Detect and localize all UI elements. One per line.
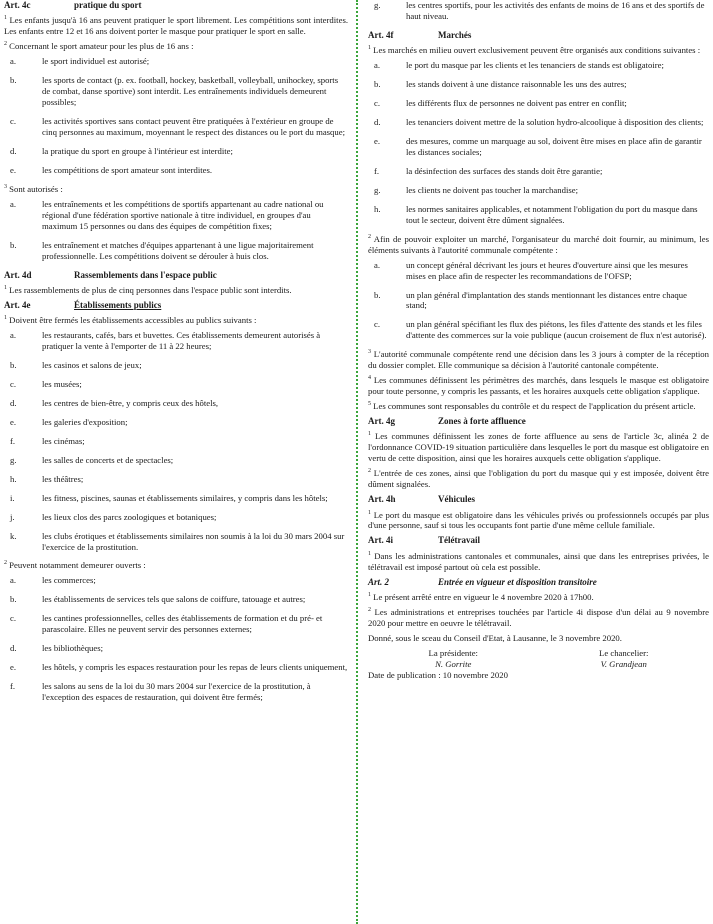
art-number: Art. 4h	[368, 494, 396, 505]
list-item-text: les bibliothèques;	[42, 643, 104, 654]
column-divider	[356, 0, 358, 924]
list-item-label: f.	[374, 165, 380, 176]
list-item-text: un concept général décrivant les jours et heures d'ouverture ainsi que les mesures mises en place afin de respecter les recommandations de l'OFSP;	[406, 259, 688, 281]
list-item	[368, 136, 709, 158]
list-item-label: a.	[10, 575, 17, 586]
list-item-text: les musées;	[42, 378, 82, 389]
list-item-text: la pratique du sport en groupe à l'intérieur est interdite;	[42, 145, 233, 156]
list-item-label: e.	[10, 416, 17, 427]
list-item	[4, 436, 348, 447]
list-item	[368, 204, 709, 226]
list-item-text: le sport individuel est autorisé;	[42, 56, 150, 67]
list-item-label: k.	[10, 530, 17, 541]
list-item	[4, 379, 348, 390]
list-item-label: b.	[10, 360, 17, 370]
list-item	[368, 79, 709, 90]
list-item-label: i.	[10, 492, 15, 503]
list-item-text: les centres de bien-être, y compris ceux des hôtels,	[42, 397, 219, 408]
list-item-text: les établissements de services tels que salons de coiffure, tatouage et autres;	[42, 594, 306, 605]
list-item-text: les normes sanitaires applicables, et notamment l'obligation du port du masque dans tout le secteur, doivent être dûment signalées.	[406, 203, 698, 225]
list-item-text: les salles de concerts et de spectacles;	[42, 454, 174, 465]
art-4d-heading	[4, 270, 348, 281]
list-item	[368, 290, 709, 312]
list-item	[4, 56, 348, 67]
name-president: N. Gorrite	[435, 658, 472, 669]
list-item	[368, 185, 709, 196]
list-item-label: a.	[374, 259, 381, 270]
list-item-label: a.	[374, 60, 381, 71]
list-item-text: les sports de contact (p. ex. football, hockey, basketball, volleyball, unihockey, sports de combat, danse sportive) sont interdit. Les entraînements individuels demeurent possibles;	[42, 75, 339, 108]
role-chancellor: Le chancelier:	[599, 647, 649, 658]
art-number: Art. 4f	[368, 29, 394, 40]
role-president: La présidente:	[428, 647, 478, 658]
list-item-label: b.	[374, 79, 381, 90]
list-item-text: les salons au sens de la loi du 30 mars 2004 sur l'exercice de la prostitution, à l'exception des espaces de restauration, qui doivent être fermés;	[42, 681, 311, 703]
art-title: Télétravail	[438, 535, 480, 546]
art-title: Rassemblements dans l'espace public	[74, 269, 217, 280]
list-item-label: e.	[374, 136, 381, 146]
list	[368, 60, 709, 226]
list-item-text: des mesures, comme un marquage au sol, doivent être mises en place afin de garantir les distances sociales;	[406, 136, 702, 157]
list-item-text: les restaurants, cafés, bars et buvettes. Ces établissements demeurent autorisés à pratiquer la vente à l'emporter de 11 à 22 heures;	[42, 330, 321, 352]
list-item-label: j.	[10, 511, 15, 522]
list-item-text: les stands doivent à une distance raisonnable les uns des autres;	[406, 79, 627, 90]
list-item	[368, 60, 709, 71]
list-item-text: les lieux clos des parcs zoologiques et botaniques;	[42, 511, 217, 522]
paragraph: $^3$ Sont autorisés :	[4, 183, 63, 194]
art-number: Art. 4i	[368, 535, 393, 546]
list-item	[4, 681, 348, 703]
list-item	[4, 165, 348, 176]
closing-statement: Donné, sous le sceau du Conseil d'Etat, à Lausanne, le 3 novembre 2020.	[368, 632, 622, 643]
paragraph: $^1$ Doivent être fermés les établissements accessibles au publics suivants :	[4, 315, 257, 326]
signature-names	[368, 659, 709, 670]
art-4g-heading	[368, 416, 709, 427]
list-item-label: d.	[10, 643, 17, 654]
art-4e-heading	[4, 300, 348, 311]
list-item-label: h.	[10, 473, 17, 484]
publication-date: Date de publication : 10 novembre 2020	[368, 669, 508, 680]
art-4f-heading	[368, 30, 709, 41]
paragraph: $^1$ Le port du masque est obligatoire dans les véhicules privés ou professionnels occupés par plus d'une personne, sauf si tous les occupants font partie d'une même cellule familiale.	[368, 509, 709, 531]
list-item-label: c.	[374, 98, 381, 109]
art-title: Véhicules	[438, 494, 475, 505]
paragraph: $^1$ Le présent arrêté entre en vigueur le 4 novembre 2020 à 17h00.	[368, 592, 594, 602]
list-item-label: d.	[10, 397, 17, 408]
paragraph: $^5$ Les communes sont responsables du contrôle et du respect de l'application du présent article.	[368, 401, 696, 412]
list-item-label: f.	[10, 681, 16, 692]
list-item	[368, 98, 709, 109]
list-item-label: h.	[374, 203, 381, 214]
paragraph: $^2$ L'entrée de ces zones, ainsi que l'obligation du port du masque qui y est imposée, doivent être dûment signalées.	[368, 468, 710, 490]
list	[4, 199, 348, 262]
list-item	[4, 417, 348, 428]
list-item-text: les compétitions de sport amateur sont interdites.	[42, 164, 213, 175]
list	[4, 575, 348, 703]
list	[4, 330, 348, 552]
list-item-text: les clubs érotiques et établissements similaires non soumis à la loi du 30 mars 2004 sur l'exercice de la prostitution.	[42, 530, 345, 552]
list-item-text: les cinémas;	[42, 435, 85, 446]
art-4i-heading	[368, 535, 709, 546]
paragraph: $^1$ Les enfants jusqu'à 16 ans peuvent pratiquer le sport librement. Les compétitions sont interdites. Les enfants entre 12 et 16 ans doivent porter le masque pour pratiquer le sport en salle.	[4, 15, 349, 37]
art-number: Art. 2	[368, 576, 390, 587]
paragraph: $^1$ Les rassemblements de plus de cinq personnes dans l'espace public sont interdits.	[4, 284, 292, 295]
list-item	[4, 75, 348, 108]
list-item-label: a.	[10, 330, 17, 341]
paragraph: $^1$ Les marchés en milieu ouvert exclusivement peuvent être organisés aux conditions suivantes :	[368, 45, 701, 56]
art-number: Art. 4c	[4, 0, 31, 10]
list-item-text: les hôtels, y compris les espaces restauration pour les repas de leurs clients uniquement,	[42, 662, 348, 673]
list-item	[4, 493, 348, 504]
list-item	[368, 166, 709, 177]
list-item-text: le port du masque par les clients et les tenanciers de stands est obligatoire;	[406, 60, 664, 71]
list-item	[4, 594, 348, 605]
art-title: Zones à forte affluence	[438, 416, 526, 427]
list-item-label: c.	[10, 116, 17, 126]
name-chancellor: V. Grandjean	[600, 658, 647, 669]
list-item-text: les différents flux de personnes ne doivent pas entrer en conflit;	[406, 98, 627, 109]
list-item	[4, 662, 348, 673]
right-column	[368, 0, 709, 685]
art-number: Art. 4g	[368, 416, 395, 427]
signature-roles	[368, 648, 709, 659]
art-title: Marchés	[438, 29, 472, 40]
list-item-label: e.	[10, 662, 17, 673]
paragraph: $^1$ Les communes définissent les zones de forte affluence au sens de l'article 3c, alinéa 2 de l'ordonnance COVID-19 situation particulière dans lesquelles le port du masque est obligatoire en vertu de cette disposition, ainsi que les horaires auxquels cette obligation s'applique.	[368, 431, 710, 464]
list-item-text: les galeries d'exposition;	[42, 416, 128, 427]
list-item-label: g.	[374, 184, 381, 195]
list-item	[4, 360, 348, 371]
list-item-text: les cantines professionnelles, celles des établissements de formation et du pré- et parascolaire. Elles ne peuvent servir des personnes externes;	[42, 613, 323, 635]
list-item-text: les commerces;	[42, 575, 96, 586]
list-item	[4, 613, 348, 635]
list-item	[4, 455, 348, 466]
art-title: Établissements publics	[74, 299, 162, 310]
list-item-text: les entraînements et les compétitions de sportifs appartenant au cadre national ou régional d'une fédération sportive nationale à titre individuel, en groupes d'au maximum 15 personnes ou dans des équipes de compétition fixes;	[42, 198, 324, 231]
list-item-label: c.	[374, 319, 381, 330]
list-item-label: f.	[10, 435, 16, 446]
list-item-text: les activités sportives sans contact peuvent être pratiquées à l'extérieur en groupe de cinq personnes au maximum, moyennant le respect des distances ou le port du masque;	[42, 116, 346, 137]
art-4h-heading	[368, 494, 709, 505]
list-item-text: les tenanciers doivent mettre de la solution hydro-alcoolique à disposition des clients;	[406, 117, 704, 128]
list-item-label: b.	[10, 75, 17, 86]
list-item	[4, 575, 348, 586]
list-item-text: la désinfection des surfaces des stands doit être garantie;	[406, 165, 603, 176]
list-item-text: les casinos et salons de jeux;	[42, 360, 142, 370]
list-item	[4, 531, 348, 553]
art-number: Art. 4d	[4, 269, 32, 280]
list-item-text: les fitness, piscines, saunas et établissements similaires, y compris dans les hôtels;	[42, 492, 328, 503]
list-item-label: a.	[10, 56, 17, 67]
art-4c-heading	[4, 0, 348, 11]
list	[4, 56, 348, 176]
list-item-label: d.	[10, 145, 17, 156]
paragraph: $^4$ Les communes définissent les périmètres des marchés, dans lesquels le masque est obligatoire pour toute personne, y compris les passants, et les horaires auxquels cette obligation s'applique.	[368, 375, 709, 397]
list-item	[4, 146, 348, 157]
list-item	[4, 474, 348, 485]
list-item	[4, 512, 348, 523]
list-item: g. les centres sportifs, pour les activités des enfants de moins de 16 ans et des sportifs de haut niveau.	[374, 0, 705, 21]
list-item	[4, 199, 348, 232]
art-title: pratique du sport	[74, 0, 142, 10]
left-column	[4, 0, 348, 711]
list-item-label: b.	[10, 594, 17, 605]
list-item-label: a.	[10, 198, 17, 209]
paragraph: $^3$ L'autorité communale compétente rend une décision dans les 3 jours à compter de la réception du dossier complet. Elle communique sa décision à l'autorité cantonale compétente.	[368, 349, 709, 371]
list-item-text: les théâtres;	[42, 473, 84, 484]
paragraph: $^2$ Les administrations et entreprises touchées par l'article 4i dispose d'un délai au 9 novembre 2020 pour mettre en oeuvre le télétravail.	[368, 606, 710, 628]
paragraph: $^1$ Dans les administrations cantonales et communales, ainsi que dans les entreprises privées, le télétravail est imposé partout où cela est possible.	[368, 550, 709, 572]
paragraph: $^2$ Peuvent notamment demeurer ouverts :	[4, 560, 146, 571]
list-item-text: un plan général d'implantation des stands mentionnant les distances entre chaque stand;	[406, 289, 687, 311]
art-title: Entrée en vigueur et disposition transitoire	[438, 576, 597, 587]
list-item-text: un plan général spécifiant les flux des piétons, les files d'attente des stands et les files d'attente des commerces sur la voie publique (aucun croisement de flux n'est autorisé).	[406, 319, 707, 341]
list-item-label: e.	[10, 164, 17, 175]
list-item-text: les entraînement et matches d'équipes appartenant à une ligue majoritairement professionnelle. Les compétitions doivent se dérouler à huis clos.	[42, 239, 314, 261]
paragraph: $^2$ Concernant le sport amateur pour les plus de 16 ans :	[4, 41, 194, 52]
list-item	[4, 330, 348, 352]
list-item	[4, 240, 348, 262]
list	[368, 260, 709, 342]
list-item-label: d.	[374, 117, 381, 128]
list-item	[368, 117, 709, 128]
list-item	[368, 319, 709, 341]
list-item	[368, 260, 709, 282]
list-item-label: b.	[374, 289, 381, 300]
list-item-label: b.	[10, 239, 17, 250]
art-number: Art. 4e	[4, 299, 31, 310]
list-item	[4, 116, 348, 138]
list-item-text: les clients ne doivent pas toucher la marchandise;	[406, 184, 579, 195]
list-item-label: c.	[10, 378, 17, 389]
list-item-label: c.	[10, 613, 17, 624]
art-2-heading	[368, 577, 709, 588]
paragraph: $^2$ Afin de pouvoir exploiter un marché, l'organisateur du marché doit fournir, au minimum, les éléments suivants à l'autorité communale compétente :	[368, 233, 709, 255]
list-item-label: g.	[10, 454, 17, 465]
list-item	[4, 643, 348, 654]
list-item	[4, 398, 348, 409]
